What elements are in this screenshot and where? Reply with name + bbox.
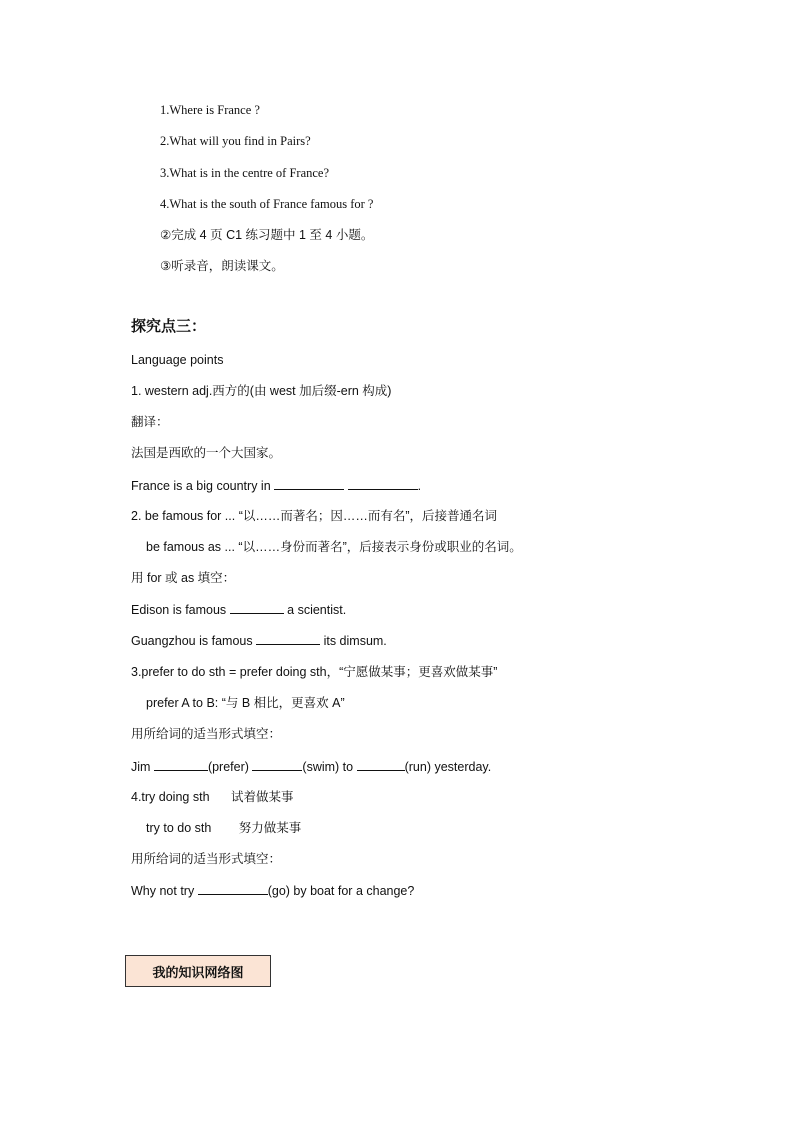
translate-en-sentence — [131, 477, 421, 494]
point-1-title: 1. western adj.西方的(由 west 加后缀-ern 构成) — [131, 384, 392, 398]
point-3-line-2: prefer A to B: “与 B 相比，更喜欢 A” — [146, 696, 345, 710]
task-2: ②完成 4 页 C1 练习题中 1 至 4 小题。 — [160, 228, 374, 242]
answer-blank[interactable] — [274, 477, 344, 490]
answer-blank[interactable] — [357, 758, 405, 771]
point-2-instruction: 用 for 或 as 填空： — [131, 571, 236, 585]
answer-blank[interactable] — [230, 601, 284, 614]
exercise-sentence — [131, 882, 414, 899]
answer-blank[interactable] — [252, 758, 302, 771]
point-3-line-1: 3.prefer to do sth = prefer doing sth，“宁愿做某事；更喜欢做某事” — [131, 665, 498, 679]
knowledge-network-box — [125, 955, 271, 987]
task-3: ③听录音，朗读课文。 — [160, 259, 284, 273]
sentence-text: Jim — [131, 760, 151, 774]
question-1: 1.Where is France ? — [160, 103, 260, 117]
point-2-line-1: 2. be famous for ... “以……而著名；因……而有名”，后接普通名词 — [131, 509, 498, 523]
knowledge-network-label: 我的知识网络图 — [152, 964, 244, 980]
phrase-zh: 试着做某事 — [231, 790, 294, 804]
question-2: 2.What will you find in Pairs? — [160, 134, 311, 148]
sentence-text: (go) by boat for a change? — [267, 884, 415, 898]
exercise-sentence — [131, 601, 346, 618]
phrase-en: try to do sth — [146, 821, 212, 835]
sentence-text: Why not try — [131, 884, 195, 898]
point-3-instruction: 用所给词的适当形式填空： — [131, 727, 282, 741]
question-3: 3.What is in the centre of France? — [160, 166, 330, 180]
point-4-instruction: 用所给词的适当形式填空： — [131, 852, 282, 866]
section-title: 探究点三： — [131, 318, 207, 335]
answer-blank[interactable] — [256, 632, 320, 645]
point-4-line-1 — [131, 789, 294, 805]
point-2-line-2: be famous as ... “以……身份而著名”，后接表示身份或职业的名词。 — [146, 540, 522, 554]
exercise-sentence — [131, 632, 387, 649]
phrase-en: 4.try doing sth — [131, 790, 210, 804]
answer-blank[interactable] — [198, 882, 268, 895]
point-4-line-2 — [146, 820, 301, 836]
sentence-text: (swim) to — [302, 760, 354, 774]
sentence-text: its dimsum. — [323, 634, 387, 648]
sentence-text: Guangzhou is famous — [131, 634, 253, 648]
question-4: 4.What is the south of France famous for ? — [160, 197, 374, 211]
phrase-zh: 努力做某事 — [238, 821, 302, 835]
translate-label: 翻译： — [131, 415, 169, 429]
language-points-title: Language points — [131, 353, 224, 367]
sentence-text: Edison is famous — [131, 603, 227, 617]
exercise-sentence — [131, 758, 491, 775]
sentence-text: France is a big country in — [131, 479, 271, 493]
answer-blank[interactable] — [154, 758, 208, 771]
sentence-text: a scientist. — [287, 603, 347, 617]
sentence-text: (run) yesterday. — [404, 760, 492, 774]
translate-zh-sentence: 法国是西欧的一个大国家。 — [131, 446, 282, 460]
sentence-text: (prefer) — [207, 760, 249, 774]
sentence-text: . — [417, 479, 422, 493]
answer-blank[interactable] — [348, 477, 418, 490]
